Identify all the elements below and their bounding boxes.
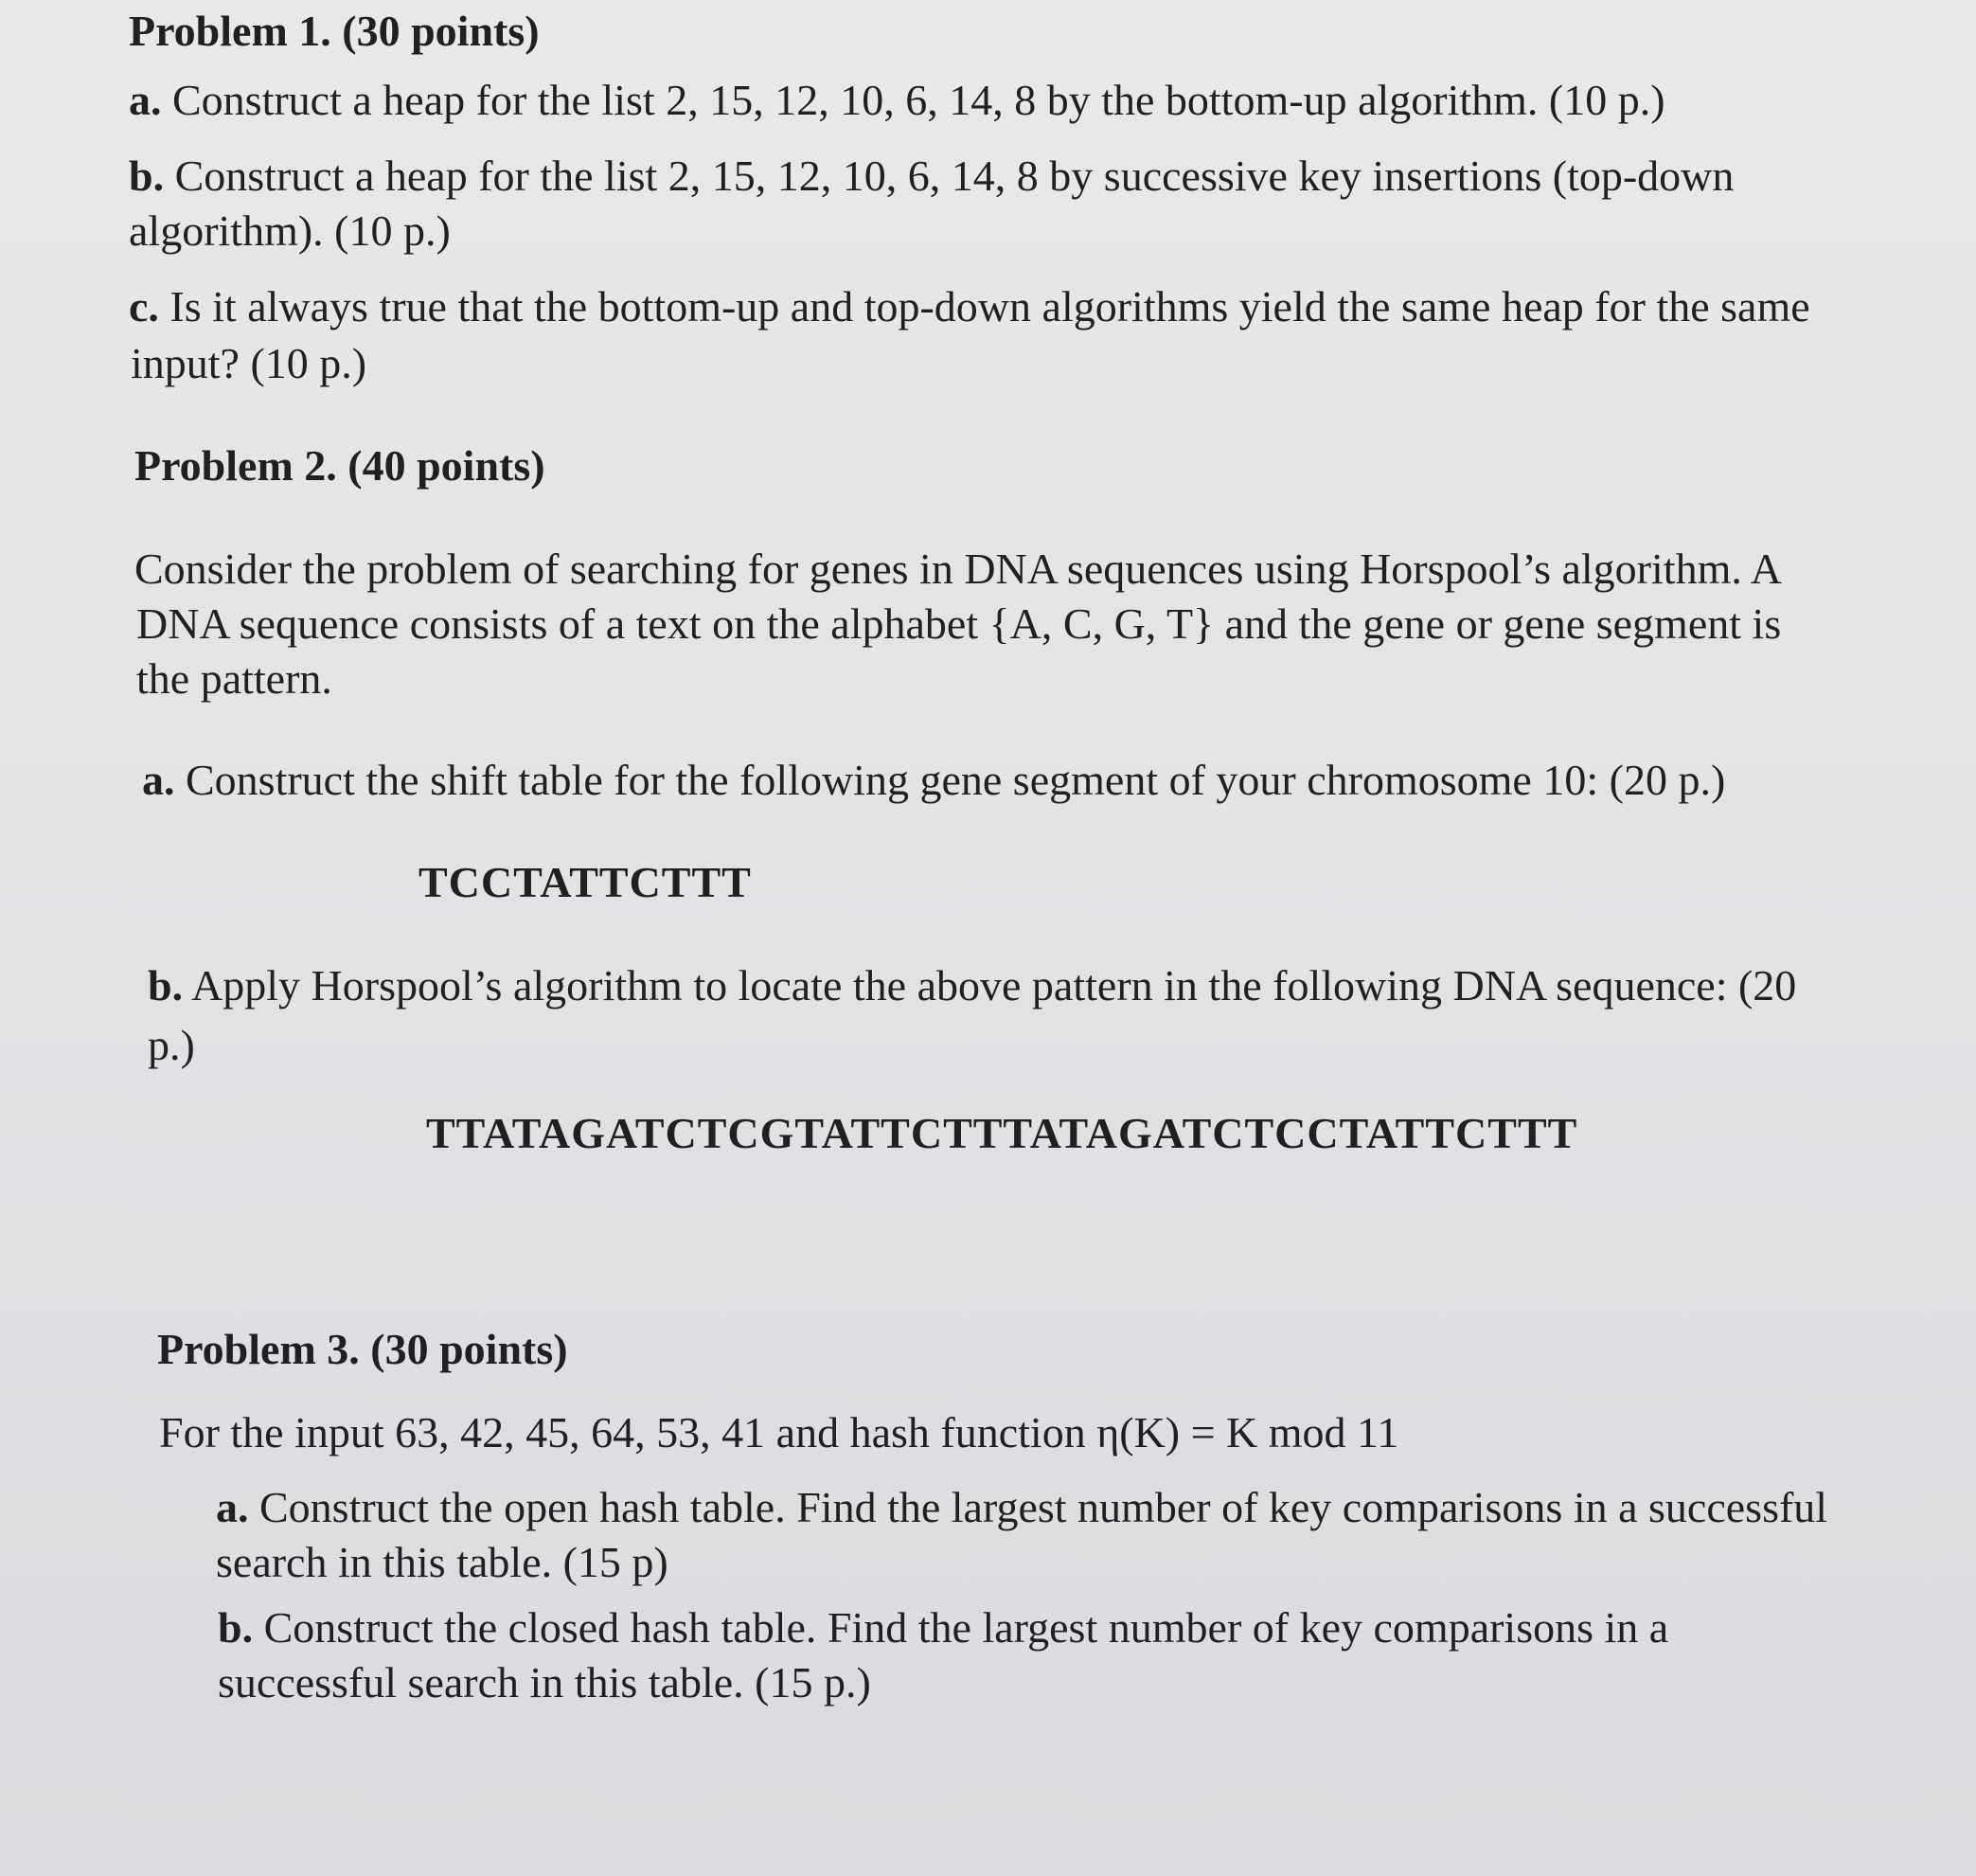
problem2-intro-1: Consider the problem of searching for genes in DNA sequences using Horspool’s algorithm. A bbox=[134, 545, 1783, 593]
problem3-heading: Problem 3. (30 points) bbox=[157, 1325, 568, 1373]
gene-pattern: TCCTATTCTTT bbox=[418, 858, 752, 906]
problem3-part-b-label: b. bbox=[218, 1603, 254, 1652]
problem1-part-a bbox=[129, 73, 1665, 128]
problem2-intro-2: DNA sequence consists of a text on the alphabet {A, C, G, T} and the gene or gene segment is bbox=[136, 599, 1782, 648]
problem1-part-b-text-2: algorithm). (10 p.) bbox=[129, 206, 451, 255]
problem3-part-a-text-1: Construct the open hash table. Find the largest number of key comparisons in a successful bbox=[248, 1483, 1828, 1531]
dna-sequence: TTATAGATCTCGTATTCTTTATAGATCTCCTATTCTTT bbox=[426, 1109, 1578, 1157]
problem2-intro-3: the pattern. bbox=[136, 654, 332, 703]
problem2-heading: Problem 2. (40 points) bbox=[134, 441, 545, 490]
problem2-part-b-line1 bbox=[148, 958, 1796, 1013]
problem2-part-b-label: b. bbox=[148, 961, 184, 1009]
problem1-part-c-text-2: input? (10 p.) bbox=[131, 339, 367, 387]
problem1-heading: Problem 1. (30 points) bbox=[129, 7, 540, 55]
problem3-part-a-line1 bbox=[216, 1480, 1827, 1535]
problem1-part-b-text-1: Construct a heap for the list 2, 15, 12, 10, 6, 14, 8 by successive key insertions (top-down bbox=[164, 152, 1735, 200]
problem3-part-a-text-2: search in this table. (15 p) bbox=[216, 1538, 668, 1586]
problem2-part-a bbox=[142, 753, 1725, 808]
problem3-part-b-line1 bbox=[218, 1600, 1668, 1655]
problem1-part-b-label: b. bbox=[129, 152, 165, 200]
problem2-part-b-text-1: Apply Horspool’s algorithm to locate the above pattern in the following DNA sequence: (20 bbox=[183, 961, 1797, 1009]
problem1-part-b-line1 bbox=[129, 149, 1734, 204]
problem2-part-a-label: a. bbox=[142, 756, 175, 804]
problem2-part-b-text-2: p.) bbox=[148, 1021, 195, 1069]
problem3-part-a-label: a. bbox=[216, 1483, 249, 1531]
problem1-part-a-text: Construct a heap for the list 2, 15, 12, 10, 6, 14, 8 by the bottom-up algorithm. (10 p.) bbox=[161, 76, 1665, 124]
problem3-part-b-text-1: Construct the closed hash table. Find the largest number of key comparisons in a bbox=[253, 1603, 1669, 1652]
problem1-part-c-label: c. bbox=[129, 282, 159, 331]
problem3-part-b-text-2: successful search in this table. (15 p.) bbox=[218, 1658, 871, 1706]
problem1-part-c-line1 bbox=[129, 279, 1810, 334]
problem3-intro: For the input 63, 42, 45, 64, 53, 41 and hash function η(K) = K mod 11 bbox=[159, 1408, 1399, 1456]
problem1-part-a-label: a. bbox=[129, 76, 162, 124]
problem1-part-c-text-1: Is it always true that the bottom-up and top-down algorithms yield the same heap for the same bbox=[158, 282, 1810, 331]
problem2-part-a-text: Construct the shift table for the following gene segment of your chromosome 10: (20 p.) bbox=[174, 756, 1726, 804]
